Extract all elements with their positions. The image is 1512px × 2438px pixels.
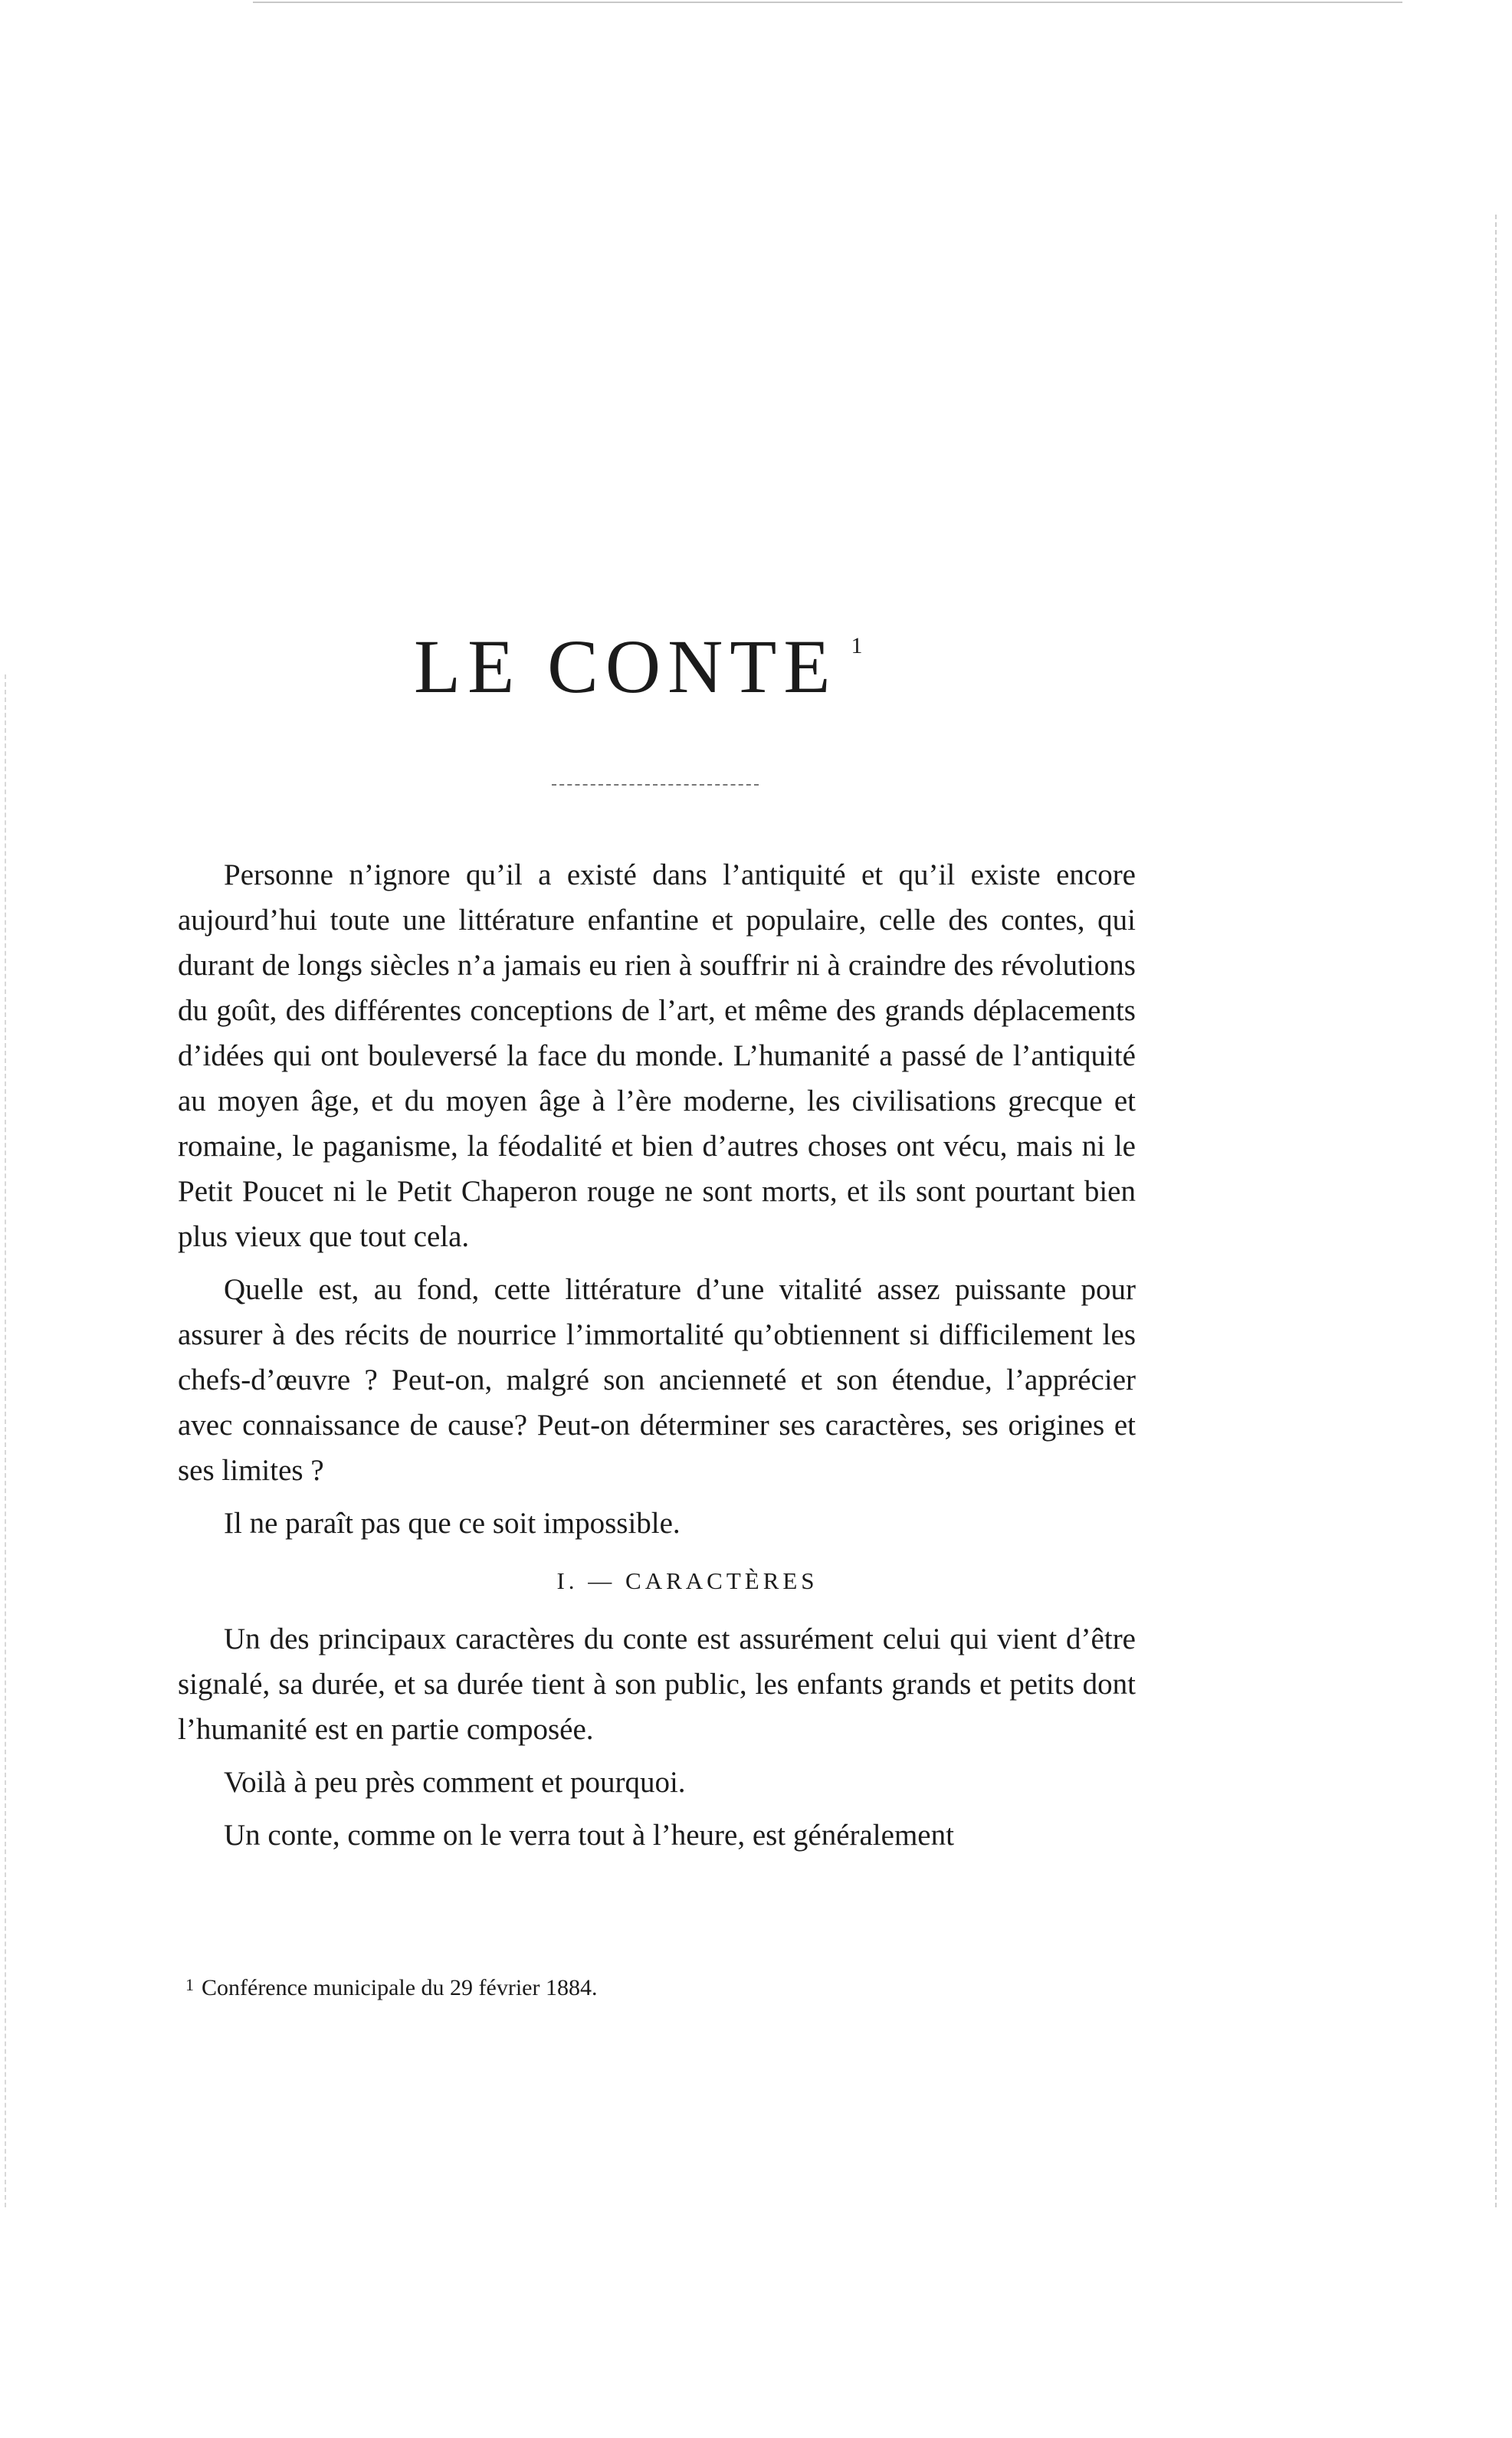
scan-top-edge xyxy=(253,2,1402,3)
paragraph: Personne n’ignore qu’il a existé dans l’antiquité et qu’il existe encore aujourd’hui toute une littérature enfantine et populaire, celle des contes, qui durant de longs siècles n’a jamais eu rien à souffrir ni à craindre des révolutions du goût, des différentes conceptions de l’art, et même des grands déplacements d’idées qui ont bouleversé la face du monde. L’humanité a passé de l’antiquité au moyen âge, et du moyen âge à l’ère moderne, les civilisations grecque et romaine, le paganisme, la féodalité et bien d’autres choses ont vécu, mais ni le Petit Poucet ni le Petit Chaperon rouge ne sont morts, et ils sont pourtant bien plus vieux que tout cela. xyxy=(178,858,1136,1253)
scan-right-edge xyxy=(1495,215,1497,2207)
footnote-text: Conférence municipale du 29 février 1884. xyxy=(202,1975,598,2000)
title-footnote-mark: 1 xyxy=(851,633,863,658)
page-title xyxy=(414,624,863,709)
paragraph: Voilà à peu près comment et pourquoi. xyxy=(224,1766,686,1799)
section-heading: I. — CARACTÈRES xyxy=(556,1567,818,1594)
paragraph: Un conte, comme on le verra tout à l’heure, est généralement xyxy=(224,1819,954,1852)
page-title-text: LE CONTE xyxy=(414,624,838,709)
footnote xyxy=(185,1970,597,2003)
footnote-mark: 1 xyxy=(185,1975,194,1994)
scan-left-edge xyxy=(5,674,6,2207)
paragraph: Quelle est, au fond, cette littérature d’une vitalité assez puissante pour assurer à des récits de nourrice l’immortalité qu’obtiennent si difficilement les chefs-d’œuvre ? Peut-on, malgré son ancienneté et son étendue, l’apprécier avec connaissance de cause? Peut-on déterminer ses caractères, ses origines et ses limites ? xyxy=(178,1273,1136,1487)
paragraph: Un des principaux caractères du conte est assurément celui qui vient d’être signalé, sa durée, et sa durée tient à son public, les enfants grands et petits dont l’humanité est en partie composée. xyxy=(178,1623,1136,1746)
paragraph: Il ne paraît pas que ce soit impossible. xyxy=(224,1507,681,1540)
body-text xyxy=(178,852,1136,1865)
title-divider xyxy=(552,784,759,786)
